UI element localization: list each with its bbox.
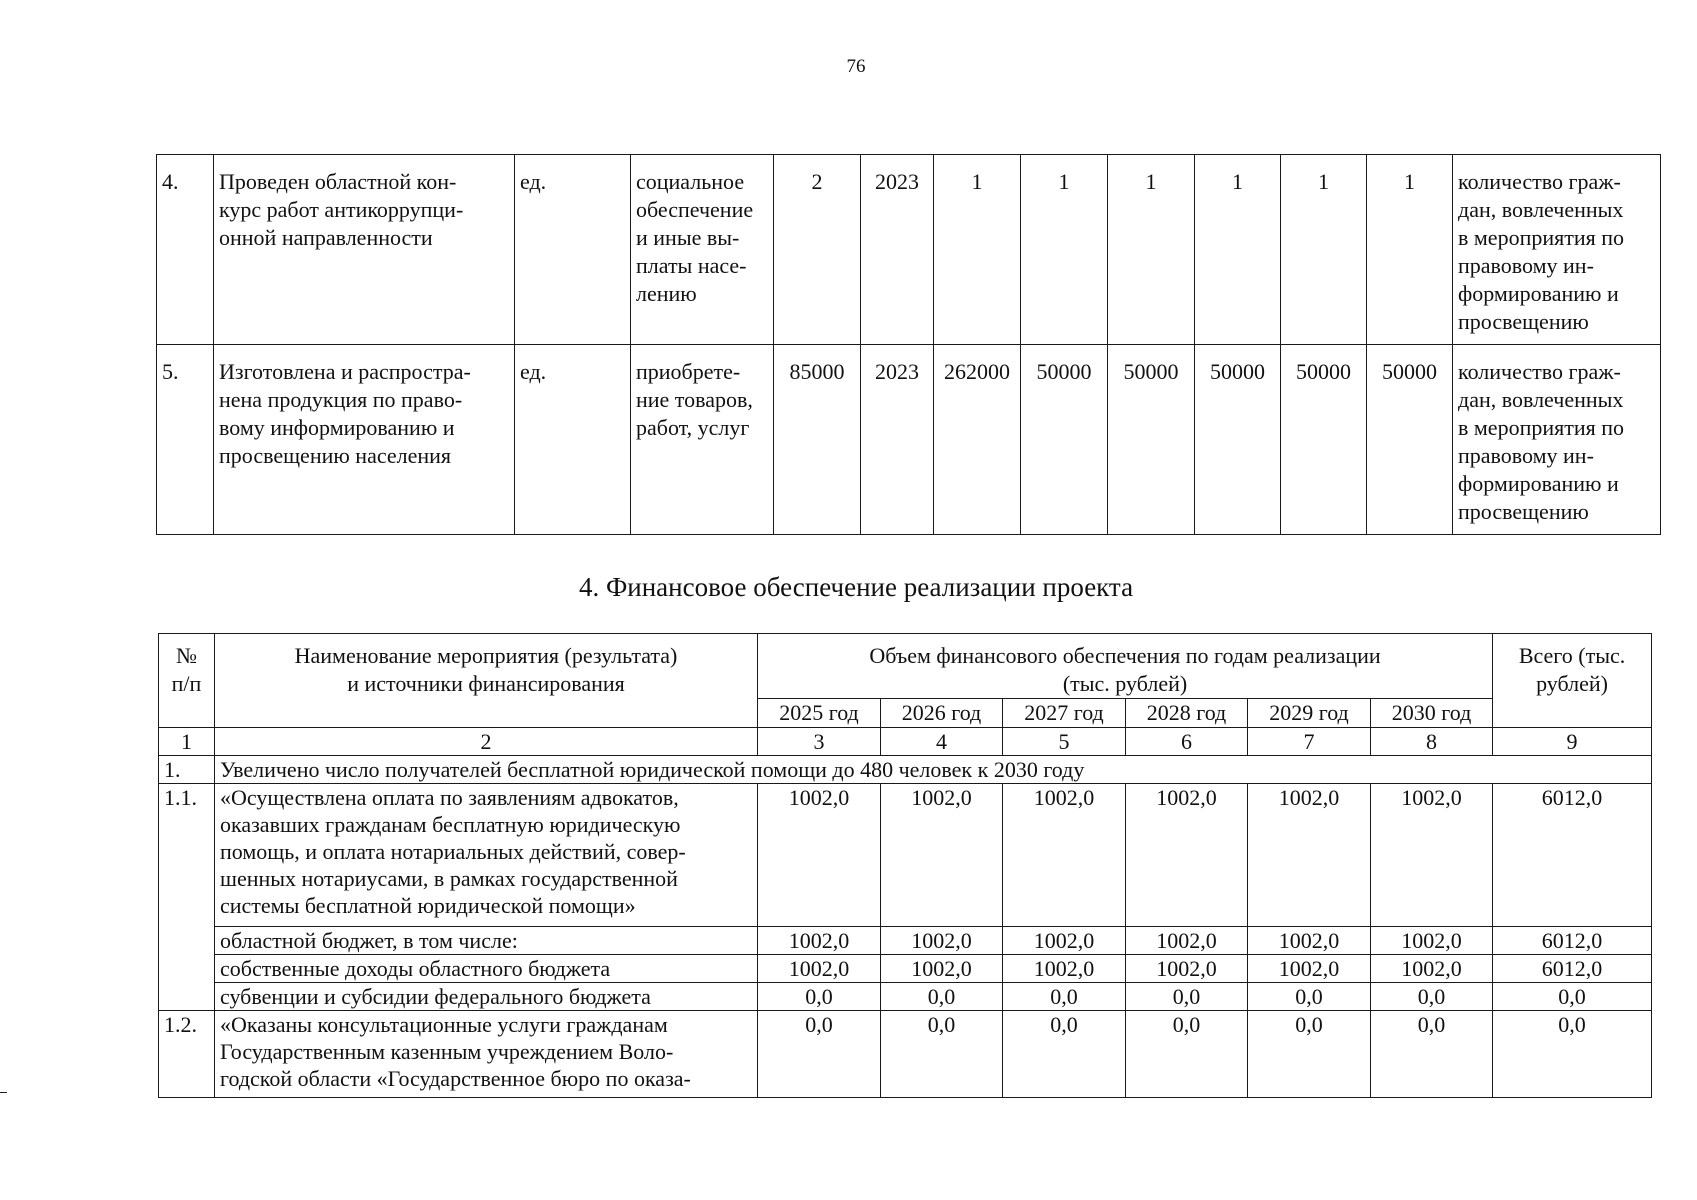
item-row [159,784,1652,927]
finance-table [158,633,1652,1098]
funding-label: субвенции и субсидии федерального бюджета [215,983,758,1011]
funding-value: 1002,0 [1003,927,1126,955]
column-number: 3 [758,728,881,756]
item-name: «Осуществлена оплата по заявлениям адвокатов, оказавших гражданам бесплатную юридическую помощь, и оплата нотариальных действий, совер- шенных нотариусами, в рамках государственной системы бесплатной юридической помощи» [215,784,758,927]
section-row [159,756,1652,784]
item-name: «Оказаны консультационные услуги гражданам Государственным казенным учреждением Воло- годской области «Государственное бюро по оказа- [215,1011,758,1098]
unit: ед. [515,345,631,535]
column-number: 8 [1371,728,1493,756]
indicator: количество граж- дан, вовлеченных в мероприятия по правовому ин- формированию и просвещению [1453,155,1661,345]
funding-value: 0,0 [758,983,881,1011]
header-year: 2028 год [1126,699,1248,728]
item-row [159,1011,1652,1098]
section-text: Увеличено число получателей бесплатной юридической помощи до 480 человек к 2030 году [215,756,1652,784]
indicator: количество граж- дан, вовлеченных в мероприятия по правовому ин- формированию и просвещению [1453,345,1661,535]
funding-value: 1002,0 [758,927,881,955]
item-total: 0,0 [1493,1011,1652,1098]
header-year: 2027 год [1003,699,1126,728]
item-value: 1002,0 [758,784,881,927]
header-year: 2029 год [1248,699,1371,728]
base-value: 85000 [774,345,861,535]
page-number: 76 [846,56,866,77]
section-number: 1. [159,756,215,784]
row-number: 5. [157,345,214,535]
column-number: 5 [1003,728,1126,756]
item-value: 0,0 [1371,1011,1493,1098]
unit: ед. [515,155,631,345]
header-year: 2025 год [758,699,881,728]
funding-row [159,955,1652,983]
expense-type: социальное обеспечение и иные вы- платы насе- лению [631,155,774,345]
funding-value: 1002,0 [1248,927,1371,955]
results-row [157,345,1661,535]
section-title: 4. Финансовое обеспечение реализации проекта [578,572,1134,602]
funding-value: 0,0 [1371,983,1493,1011]
year-value: 1 [1108,155,1195,345]
header-year: 2026 год [881,699,1003,728]
header-name: Наименование мероприятия (результата) и источники финансирования [215,634,758,728]
year-value: 1 [1281,155,1367,345]
item-value: 0,0 [1126,1011,1248,1098]
item-value: 1002,0 [1003,784,1126,927]
result-name: Проведен областной кон- курс работ антикоррупци- онной направленности [214,155,515,345]
column-number: 4 [881,728,1003,756]
item-value: 1002,0 [1126,784,1248,927]
item-value: 1002,0 [1371,784,1493,927]
column-number: 2 [215,728,758,756]
base-year: 2023 [861,155,934,345]
item-value: 1002,0 [1248,784,1371,927]
header-num: № п/п [159,634,215,728]
item-value: 0,0 [881,1011,1003,1098]
item-number: 1.1. [159,784,215,1011]
funding-value: 1002,0 [1371,955,1493,983]
header-total: Всего (тыс. рублей) [1493,634,1652,728]
column-numbers-row [159,728,1652,756]
base-value: 2 [774,155,861,345]
item-value: 0,0 [1248,1011,1371,1098]
results-table [156,154,1661,535]
header-row [159,634,1652,699]
base-year: 2023 [861,345,934,535]
funding-value: 1002,0 [1126,927,1248,955]
year-value: 50000 [1021,345,1108,535]
column-number: 1 [159,728,215,756]
funding-value: 1002,0 [1371,927,1493,955]
item-total: 6012,0 [1493,784,1652,927]
funding-label: собственные доходы областного бюджета [215,955,758,983]
funding-total: 0,0 [1493,983,1652,1011]
year-value: 50000 [1281,345,1367,535]
item-value: 1002,0 [881,784,1003,927]
results-row [157,155,1661,345]
item-value: 0,0 [1003,1011,1126,1098]
funding-value: 1002,0 [1003,955,1126,983]
year-value: 1 [1195,155,1281,345]
year-value: 50000 [1108,345,1195,535]
funding-row [159,927,1652,955]
header-volume: Объем финансового обеспечения по годам реализации (тыс. рублей) [758,634,1493,699]
funding-value: 0,0 [1248,983,1371,1011]
year-value: 1 [934,155,1021,345]
header-year: 2030 год [1371,699,1493,728]
funding-value: 1002,0 [881,927,1003,955]
row-number: 4. [157,155,214,345]
funding-value: 1002,0 [1248,955,1371,983]
funding-value: 1002,0 [758,955,881,983]
column-number: 6 [1126,728,1248,756]
year-value: 262000 [934,345,1021,535]
year-value: 50000 [1195,345,1281,535]
item-value: 0,0 [758,1011,881,1098]
funding-label: областной бюджет, в том числе: [215,927,758,955]
column-number: 7 [1248,728,1371,756]
funding-total: 6012,0 [1493,927,1652,955]
funding-row [159,983,1652,1011]
funding-value: 0,0 [1003,983,1126,1011]
item-number: 1.2. [159,1011,215,1098]
funding-value: 1002,0 [881,955,1003,983]
year-value: 1 [1021,155,1108,345]
margin-mark [0,1092,7,1093]
expense-type: приобрете- ние товаров, работ, услуг [631,345,774,535]
year-value: 50000 [1367,345,1453,535]
year-value: 1 [1367,155,1453,345]
funding-value: 0,0 [881,983,1003,1011]
funding-value: 0,0 [1126,983,1248,1011]
result-name: Изготовлена и распростра- нена продукция по право- вому информированию и просвещению населения [214,345,515,535]
funding-total: 6012,0 [1493,955,1652,983]
funding-value: 1002,0 [1126,955,1248,983]
column-number: 9 [1493,728,1652,756]
